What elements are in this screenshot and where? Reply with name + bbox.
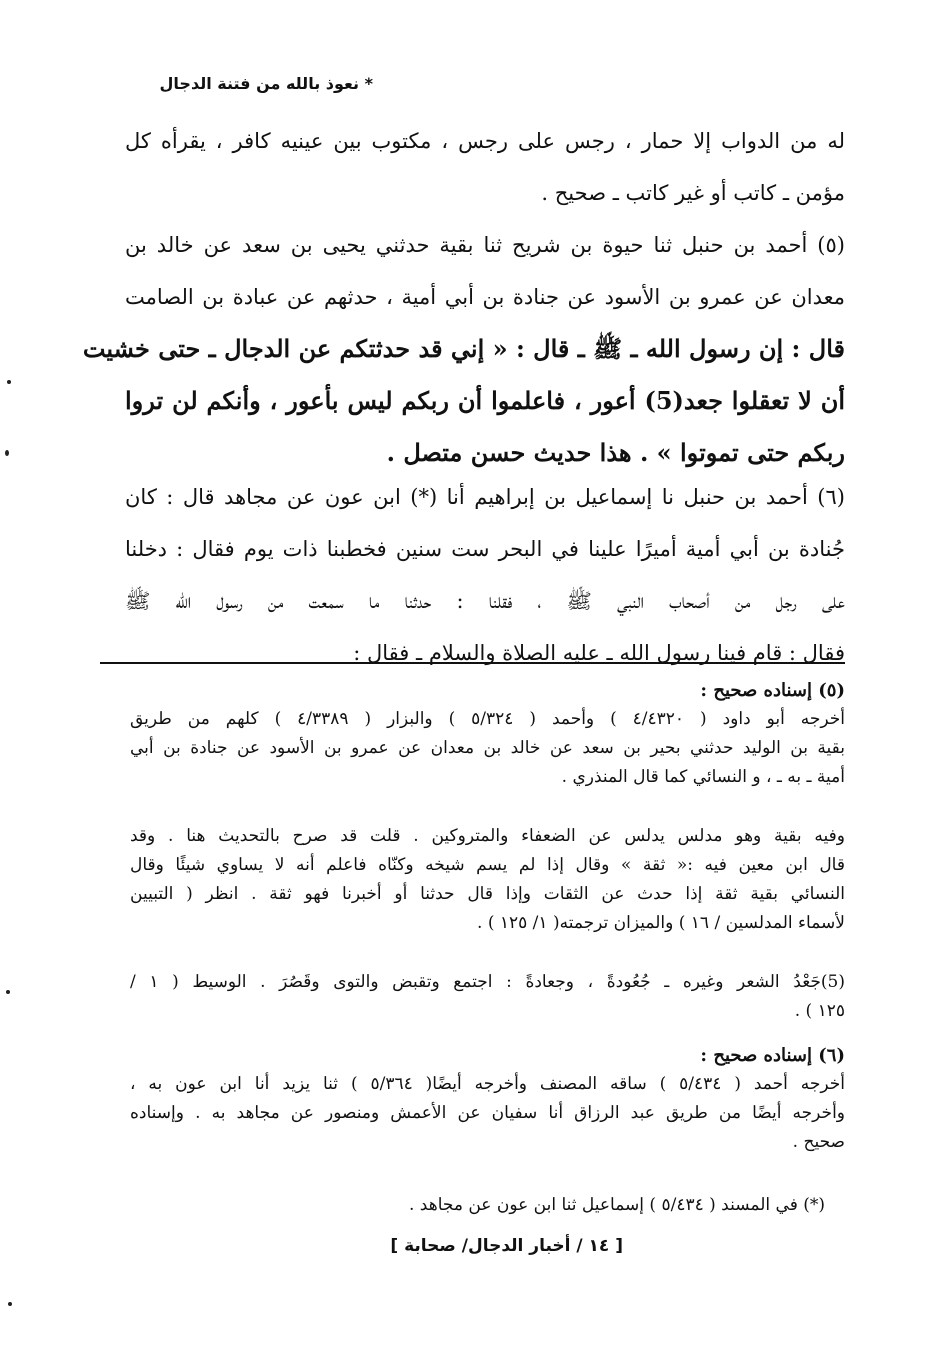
footnote-6 (130, 1041, 845, 1157)
footnote-line: (5)جَعْدُ الشعر وغيره ـ جُعُودةً ، وجعادةً : اجتمع وتقبض والتوى وقَصُرَ . الوسيط ( ١ / (130, 972, 845, 992)
text-line: له من الدواب إلا حمار ، رجس على رجس ، مكتوب بين عينيه كافر ، يقرأه كل (125, 129, 845, 153)
text-line: جُنادة بن أبي أمية أميرًا علينا في البحر ست سنين فخطبنا ذات يوم فقال : دخلنا (125, 537, 845, 561)
hadith-6 (125, 471, 845, 679)
footnote-star (130, 1191, 845, 1220)
footnote-heading: (٦) إسناده صحيح : (700, 1045, 845, 1066)
footnote-heading: (٥) إسناده صحيح : (700, 680, 845, 701)
text-line: ربكم حتى تموتوا » . هذا حديث حسن متصل . (386, 438, 845, 467)
text-line: أن لا تعقلوا جعد(5) أعور ، فاعلموا أن ربكم ليس بأعور ، وأنكم لن تروا (125, 386, 845, 415)
text-line: على رجل من أصحاب النبي ﷺ ، فقلنا : حدثنا ما سمعت من رسول الله ﷺ (125, 589, 845, 613)
footnote-line: بقية بن الوليد حدثني بحير بن سعد عن خالد بن معدان عن عمرو بن الأسود عن جنادة بن أبي (130, 738, 845, 758)
footnote-line: أمية ـ به ـ ، و النسائي كما قال المنذري . (561, 767, 845, 787)
text-line: فقال : قام فينا رسول الله ـ عليه الصلاة والسلام ـ فقال : (353, 641, 845, 665)
footnote-line: لأسماء المدلسين / ١٦ ) والميزان ترجمته( ١/ ١٢٥ ) . (477, 913, 845, 933)
footnote-5 (130, 676, 845, 792)
page-footer: [ ١٤ / أخبار الدجال/ صحابة ] (390, 1236, 623, 1256)
text-line: (٥) أحمد بن حنبل ثنا حيوة بن شريح ثنا بقية حدثني يحيى بن سعد عن خالد بن (125, 233, 845, 257)
footnote-line: وفيه بقية وهو مدلس يدلس عن الضعفاء والمتروكين . قلت قد صرح بالتحديث هنا . وقد (130, 826, 845, 846)
footnote-line: قال ابن معين فيه :« ثقة » وقال إذا لم يسم شيخه وكنّاه فاعلم أنه لا يساوي شيئًا وقال (130, 855, 845, 875)
footnote-line: النسائي بقية ثقة إذا حدث عن الثقات وإذا قال حدثنا أو أخبرنا فهو ثقة . انظر ( التبيين (130, 884, 845, 904)
scan-speck (7, 380, 11, 384)
scan-speck (8, 1302, 12, 1306)
running-header: * نعوذ بالله من فتنة الدجال (159, 74, 373, 93)
scan-speck (6, 990, 10, 994)
footnote-line: أخرجه أبو داود ( ٤/٤٣٢٠ ) وأحمد ( ٥/٣٢٤ ) والبزار ( ٤/٣٣٨٩ ) كلهم من طريق (130, 709, 845, 729)
footnote-line: (*) في المسند ( ٥/٤٣٤ ) إسماعيل ثنا ابن عون عن مجاهد . (409, 1195, 825, 1215)
text-line: (٦) أحمد بن حنبل نا إسماعيل بن إبراهيم أنا (*) ابن عون عن مجاهد قال : كان (125, 485, 845, 509)
text-line: معدان عن عمرو بن الأسود عن جنادة بن أبي أمية ، حدثهم عن عبادة بن الصامت (125, 285, 845, 309)
paragraph-continuation (125, 115, 845, 219)
footnote-line: ١٢٥ ) . (794, 1001, 845, 1021)
footnote-ja3d (130, 968, 845, 1026)
text-line: قال : إن رسول الله ـ ﷺ ـ قال : « إني قد حدثتكم عن الدجال ـ حتى خشيت (82, 334, 845, 363)
scan-speck (5, 450, 9, 456)
footnote-line: أخرجه أحمد ( ٥/٤٣٤ ) ساقه المصنف وأخرجه أيضًا( ٥/٣٦٤ ) ثنا يزيد أنا ابن عون به ، (130, 1074, 845, 1094)
footnote-line: وأخرجه أيضًا من طريق عبد الرزاق أنا سفيان عن الأعمش ومنصور عن مجاهد به . وإسناده (130, 1103, 845, 1123)
footnote-5-note (130, 822, 845, 938)
hadith-5 (82, 219, 845, 479)
text-line: مؤمن ـ كاتب أو غير كاتب ـ صحيح . (541, 181, 845, 205)
footnote-separator (100, 662, 845, 664)
footnote-line: صحيح . (792, 1132, 845, 1152)
